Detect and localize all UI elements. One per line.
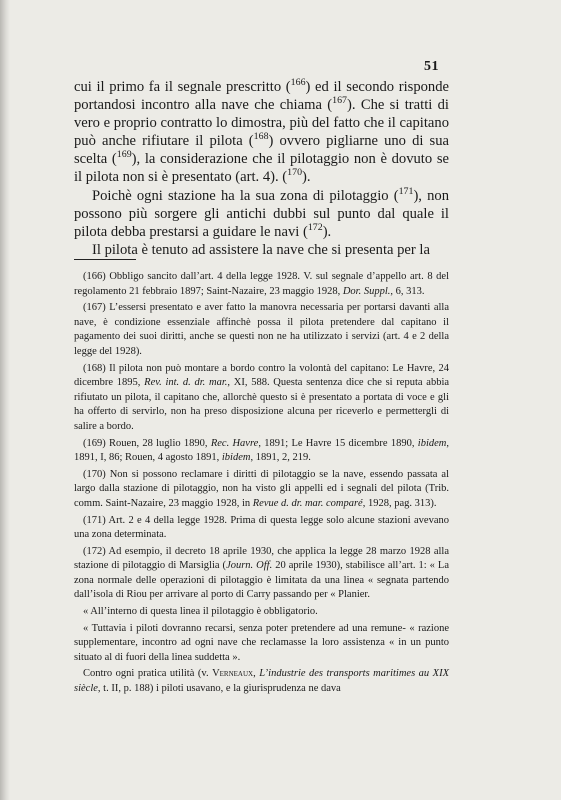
footnote-167: (167) L’essersi presentato e aver fatto la manovra necessaria per portarsi davanti alla nave, è condizione essenziale affinchè possa il pilota pretendere dal capitano il pagamento dei suoi diritti, anche se questi non ne ha utilizzato i servizi (art. 4 e 2 della legge del 1928). (74, 302, 449, 357)
footnote-ref: 169 (116, 149, 132, 161)
footnote-168: (168) Il pilota non può montare a bordo contro la volontà del capitano: Le Havre, 24 dicembre 1895, Rev. int. d. dr. mar., XI, 588. Questa sentenza dice che si reputa abbia rifiutato un pilota, il capitano che, allorchè questo si è presentato a portata di voce e gli ha offerto di servirlo, non ha preso disposizione alcuna per riceverlo e permettergli di salire a bordo. (74, 362, 450, 432)
footnotes (74, 270, 449, 697)
footnote-171: (171) Art. 2 e 4 della legge 1928. Prima di questa legge solo alcune stazioni avevano una zona determinata. (74, 514, 449, 541)
footnote-ref: 170 (287, 167, 303, 179)
footnote-ref: 166 (290, 77, 306, 89)
footnote-quote-2: « Tuttavia i piloti dovranno recarsi, senza poter pretendere ad una remune- « razione supplementare, incontro ad ogni nave che reclamasse la loro assistenza « in un punto situato al di fuori della linea suddetta ». (74, 622, 449, 663)
footnote-ref: 172 (307, 221, 323, 233)
page-binding-shadow (0, 0, 10, 800)
footnote-separator (74, 259, 136, 260)
footnote-continuation: Contro ogni pratica utilità (v. Verneaux, L’industrie des transports maritimes au XIX siècle, t. II, p. 188) i piloti usavano, e la giurisprudenza ne dava (74, 668, 450, 695)
page-number: 51 (424, 59, 439, 74)
footnote-ref: 167 (332, 95, 347, 107)
footnote-172: (172) Ad esempio, il decreto 18 aprile 1930, che applica la legge 28 marzo 1928 alla stazione di pilotaggio di Marsiglia (Journ. Off. 20 aprile 1930), stabilisce all’art. 1: « La zona normale delle operazioni di pilotaggio è limitata da una linea « segnata partendo dall’isola di Riou per arrivare al porto di Carry passando per « Planier. (74, 545, 450, 601)
paragraph-2: Poichè ogni stazione ha la sua zona di pilotaggio ($^{171}$), non possono più sorgere gli antichi dubbi sul punto dal quale il pilota debba prestarsi a guidare le navi ($^{172}$). (74, 185, 449, 240)
paragraph-3: Il pilota è tenuto ad assistere la nave che si presenta per la (92, 241, 430, 258)
footnote-166: (166) Obbligo sancito dall’art. 4 della legge 1928. V. sul segnale d’appello art. 8 del regolamento 21 febbraio 1897; Saint-Nazaire, 23 maggio 1928, Dor. Suppl., 6, 313. (74, 271, 449, 297)
footnote-170: (170) Non si possono reclamare i diritti di pilotaggio se la nave, essendo passata al largo dalla stazione di pilotaggio, non ha visto gli appelli ed i segnali del pilota (Trib. comm. Saint-Nazaire, 23 maggio 1928, in Revue d. dr. mar. comparé, 1928, pag. 313). (74, 468, 449, 509)
paragraph-1: cui il primo fa il segnale prescritto ($^{166}$) ed il secondo risponde portandosi incontro alla nave che chiama ($^{167}$). Che si tratti di vero e proprio contratto lo dimostra, più del fatto che il capitano può anche rifiutare il pilota ($^{168}$) ovvero pigliarne uno di sua scelta ($^{169}$), la considerazione che il pilotaggio non è dovuto se il pilota non si è presentato (art. 4). ($^{170}$). (74, 77, 450, 186)
footnote-quote-1: « All’interno di questa linea il pilotaggio è obbligatorio. (83, 606, 318, 618)
footnote-169: (169) Rouen, 28 luglio 1890, Rec. Havre, 1891; Le Havre 15 dicembre 1890, ibidem, 1891, I, 86; Rouen, 4 agosto 1891, ibidem, 1891, 2, 219. (74, 437, 449, 464)
footnote-ref: 168 (253, 131, 269, 143)
footnote-ref: 171 (398, 185, 414, 197)
main-text (74, 78, 449, 259)
